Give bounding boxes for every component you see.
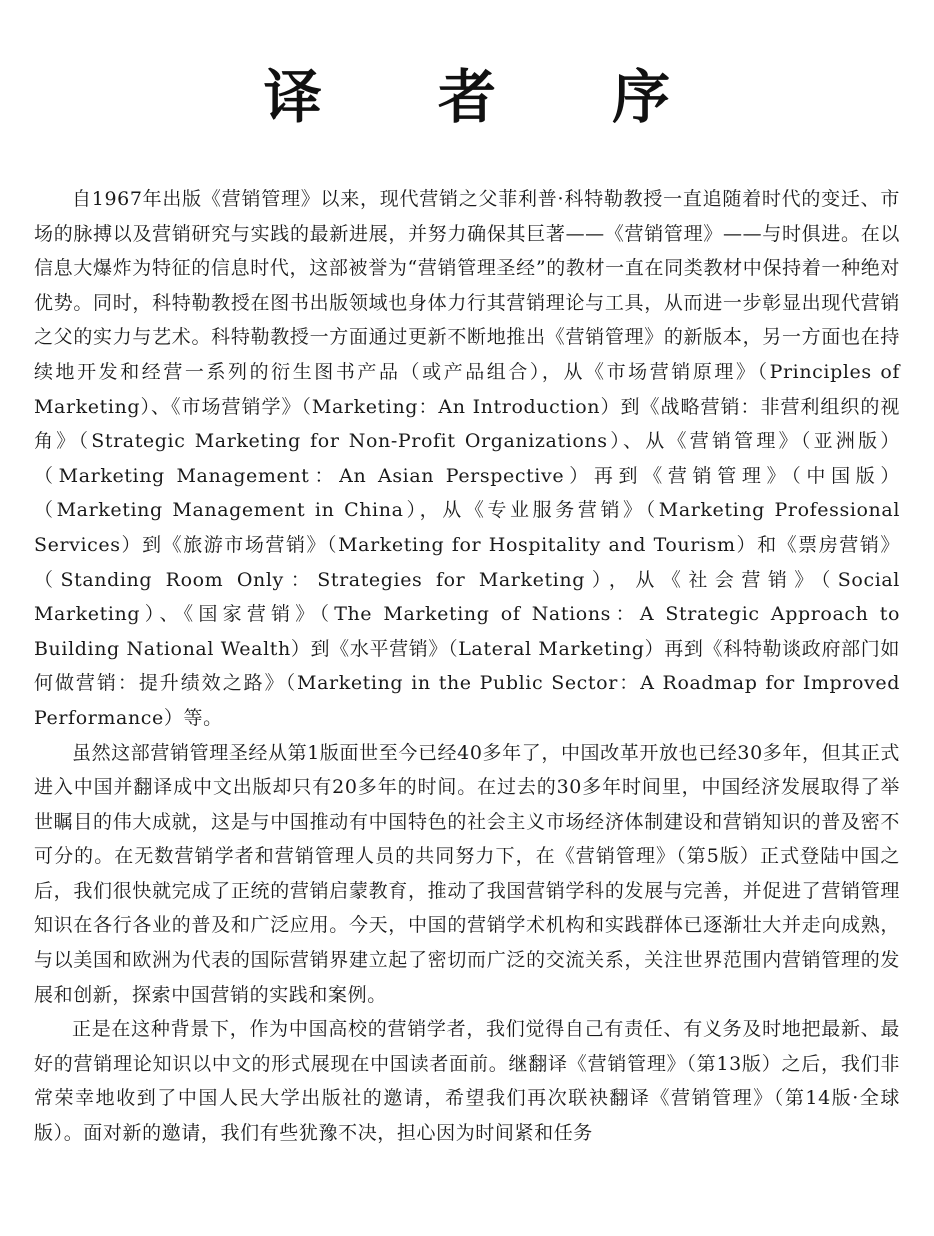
body-text bbox=[34, 182, 900, 1151]
paragraph-1: 自1967年出版《营销管理》以来，现代营销之父菲利普·科特勒教授一直追随着时代的变迁、市场的脉搏以及营销研究与实践的最新进展，并努力确保其巨著——《营销管理》——与时俱进。在以信息大爆炸为特征的信息时代，这部被誉为“营销管理圣经”的教材一直在同类教材中保持着一种绝对优势。同时，科特勒教授在图书出版领域也身体力行其营销理论与工具，从而进一步彰显出现代营销之父的实力与艺术。科特勒教授一方面通过更新不断地推出《营销管理》的新版本，另一方面也在持续地开发和经营一系列的衍生图书产品（或产品组合），从《市场营销原理》（Principles of Marketing）、《市场营销学》（Marketing：An Introduction）到《战略营销：非营利组织的视角》（Strategic Marketing for Non-Profit Organizations）、从《营销管理》（亚洲版）（Marketing Management：An Asian Perspective）再到《营销管理》（中国版）（Marketing Management in China），从《专业服务营销》（Marketing Professional Services）到《旅游市场营销》（Marketing for Hospitality and Tourism）和《票房营销》（Standing Room Only：Strategies for Marketing），从《社会营销》（Social Marketing）、《国家营销》（The Marketing of Nations：A Strategic Approach to Building National Wealth）到《水平营销》（Lateral Marketing）再到《科特勒谈政府部门如何做营销：提升绩效之路》（Marketing in the Public Sector：A Roadmap for Improved Performance）等。 bbox=[34, 188, 900, 729]
page-title: 译 者 序 bbox=[263, 63, 719, 131]
paragraph-3: 正是在这种背景下，作为中国高校的营销学者，我们觉得自己有责任、有义务及时地把最新、最好的营销理论知识以中文的形式展现在中国读者面前。继翻译《营销管理》（第13版）之后，我们非常荣幸地收到了中国人民大学出版社的邀请，希望我们再次联袂翻译《营销管理》（第14版·全球版）。面对新的邀请，我们有些犹豫不决，担心因为时间紧和任务 bbox=[34, 1018, 900, 1145]
paragraph-2: 虽然这部营销管理圣经从第1版面世至今已经40多年了，中国改革开放也已经30多年，但其正式进入中国并翻译成中文出版却只有20多年的时间。在过去的30多年时间里，中国经济发展取得了举世瞩目的伟大成就，这是与中国推动有中国特色的社会主义市场经济体制建设和营销知识的普及密不可分的。在无数营销学者和营销管理人员的共同努力下，在《营销管理》（第5版）正式登陆中国之后，我们很快就完成了正统的营销启蒙教育，推动了我国营销学科的发展与完善，并促进了营销管理知识在各行各业的普及和广泛应用。今天，中国的营销学术机构和实践群体已逐渐壮大并走向成熟，与以美国和欧洲为代表的国际营销界建立起了密切而广泛的交流关系，关注世界范围内营销管理的发展和创新，探索中国营销的实践和案例。 bbox=[34, 741, 900, 1006]
